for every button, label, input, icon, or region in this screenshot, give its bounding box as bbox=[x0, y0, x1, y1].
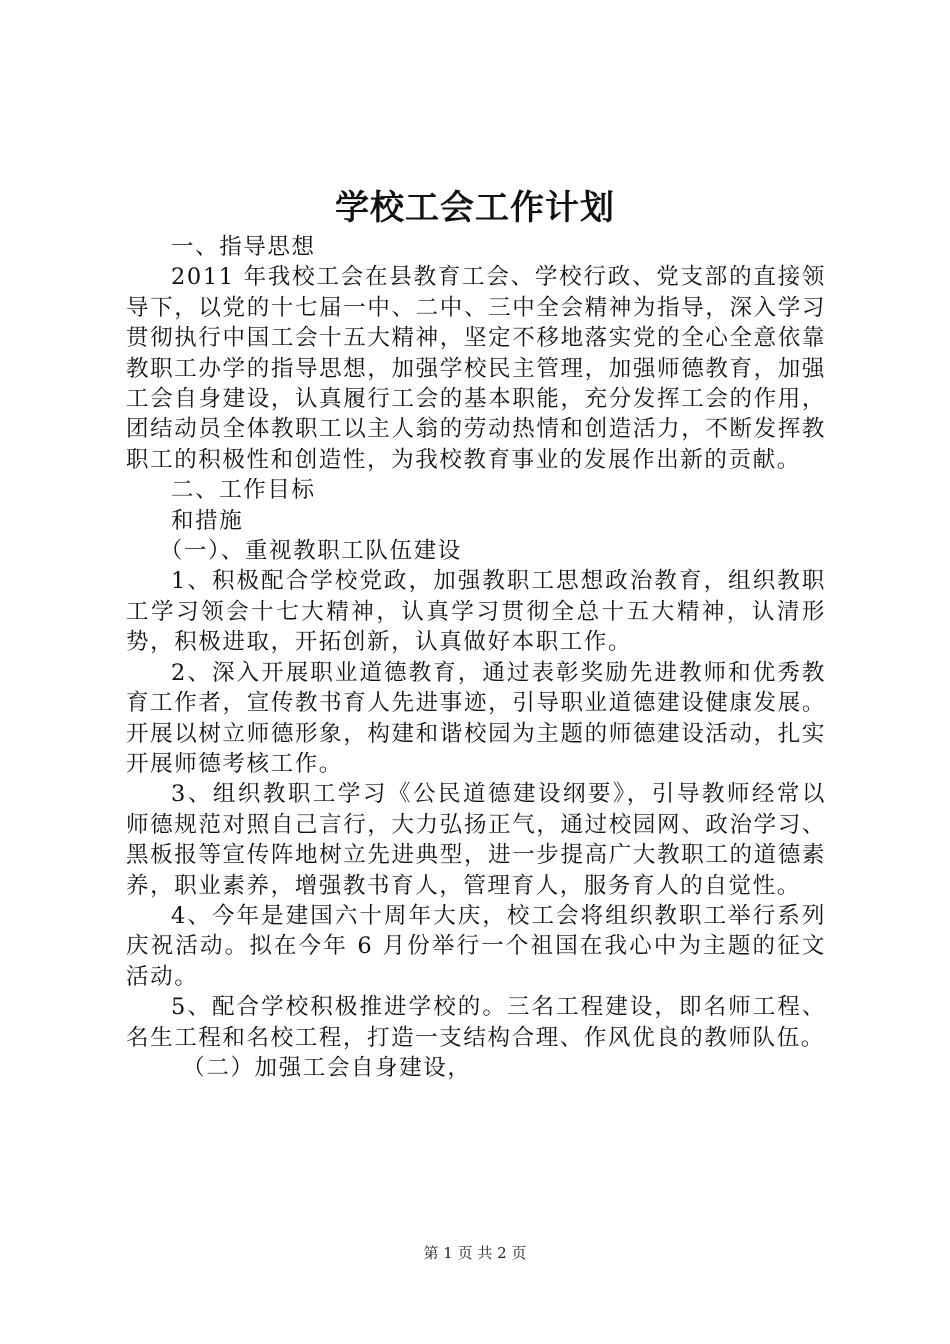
document-title: 学校工会工作计划 bbox=[335, 188, 615, 228]
paragraph: 3、组织教职工学习《公民道德建设纲要》，引导教师经常以师德规范对照自己言行，大力弘扬正气，通过校园网、政治学习、黑板报等宣传阵地树立先进典型，进一步提高广大教职工的道德素养，职业素养，增强教书育人，管理育人，服务育人的自觉性。 bbox=[126, 781, 826, 899]
section-heading: 一、指导思想 bbox=[171, 234, 316, 260]
paragraph: 2011 年我校工会在县教育工会、学校行政、党支部的直接领导下，以党的十七届一中、二中、三中全会精神为指导，深入学习贯彻执行中国工会十五大精神，坚定不移地落实党的全心全意依靠教职工办学的指导思想，加强学校民主管理，加强师德教育，加强工会自身建设，认真履行工会的基本职能，充分发挥工会的作用，团结动员全体教职工以主人翁的劳动热情和创造活力，不断发挥教职工的积极性和创造性，为我校教育事业的发展作出新的贡献。 bbox=[126, 264, 826, 473]
section-heading-continued: 和措施 bbox=[171, 507, 244, 534]
page-footer: 第 1 页 共 2 页 bbox=[423, 1244, 527, 1262]
document-body bbox=[126, 232, 826, 1083]
section-heading: 二、工作目标 bbox=[171, 477, 316, 504]
subsection-heading: （一）、重视教职工队伍建设 bbox=[159, 538, 462, 565]
subsection-heading: （二）加强工会自身建设， bbox=[182, 1054, 472, 1081]
paragraph: 5、配合学校积极推进学校的。三名工程建设，即名师工程、名生工程和名校工程，打造一支结构合理、作风优良的教师队伍。 bbox=[126, 994, 826, 1051]
paragraph: 2、深入开展职业道德教育，通过表彰奖励先进教师和优秀教育工作者，宣传教书育人先进事迹，引导职业道德建设健康发展。开展以树立师德形象，构建和谐校园为主题的师德建设活动，扎实开展师德考核工作。 bbox=[126, 659, 826, 777]
paragraph: 1、积极配合学校党政，加强教职工思想政治教育，组织教职工学习领会十七大精神，认真学习贯彻全总十五大精神，认清形势，积极进取，开拓创新，认真做好本职工作。 bbox=[126, 568, 826, 656]
paragraph: 4、今年是建国六十周年大庆，校工会将组织教职工举行系列庆祝活动。拟在今年 6 月份举行一个祖国在我心中为主题的征文活动。 bbox=[126, 902, 826, 990]
